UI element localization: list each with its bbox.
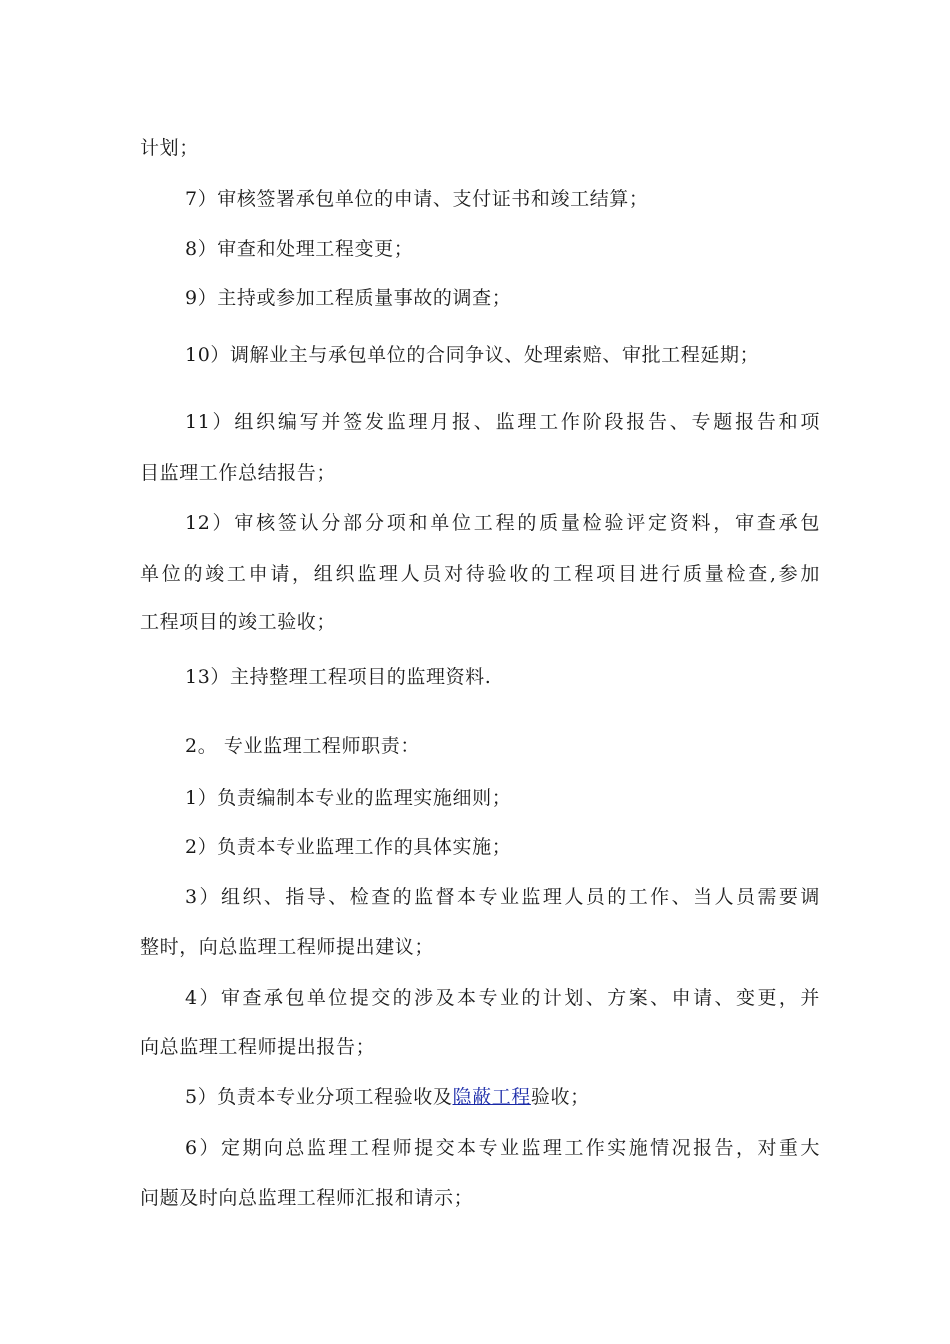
section-heading: 2。 专业监理工程师职责： xyxy=(185,735,420,757)
duty-item-1: 1）负责编制本专业的监理实施细则； xyxy=(185,787,512,809)
list-item-8: 8）审查和处理工程变更； xyxy=(185,238,414,260)
text-line: 计划； xyxy=(140,137,199,159)
list-item-7: 7）审核签署承包单位的申请、支付证书和竣工结算； xyxy=(185,188,649,210)
duty-item-6-continued: 问题及时向总监理工程师汇报和请示； xyxy=(140,1187,474,1209)
list-item-12-end: 工程项目的竣工验收； xyxy=(140,611,337,633)
duty-item-2: 2）负责本专业监理工作的具体实施； xyxy=(185,836,512,858)
list-item-11-continued: 目监理工作总结报告； xyxy=(140,462,337,484)
duty-item-5-after: 验收； xyxy=(530,1086,590,1108)
hidden-works-link[interactable]: 隐蔽工程 xyxy=(452,1086,531,1108)
list-item-9: 9）主持或参加工程质量事故的调查； xyxy=(185,287,512,309)
duty-item-6: 6）定期向总监理工程师提交本专业监理工作实施情况报告，对重大 xyxy=(185,1137,820,1159)
list-item-12-continued: 单位的竣工申请，组织监理人员对待验收的工程项目进行质量检查,参加 xyxy=(140,563,820,585)
duty-item-5 xyxy=(185,1084,820,1110)
duty-item-4-continued: 向总监理工程师提出报告； xyxy=(140,1036,376,1058)
list-item-11: 11）组织编写并签发监理月报、监理工作阶段报告、专题报告和项 xyxy=(185,411,820,433)
list-item-10: 10）调解业主与承包单位的合同争议、处理索赔、审批工程延期； xyxy=(185,344,760,366)
duty-item-3: 3）组织、指导、检查的监督本专业监理人员的工作、当人员需要调 xyxy=(185,886,820,908)
duty-item-5-before: 5）负责本专业分项工程验收及 xyxy=(185,1086,453,1108)
duty-item-3-continued: 整时，向总监理工程师提出建议； xyxy=(140,936,435,958)
duty-item-4: 4）审查承包单位提交的涉及本专业的计划、方案、申请、变更，并 xyxy=(185,987,820,1009)
list-item-12: 12）审核签认分部分项和单位工程的质量检验评定资料，审查承包 xyxy=(185,512,820,534)
list-item-13: 13）主持整理工程项目的监理资料. xyxy=(185,666,492,688)
